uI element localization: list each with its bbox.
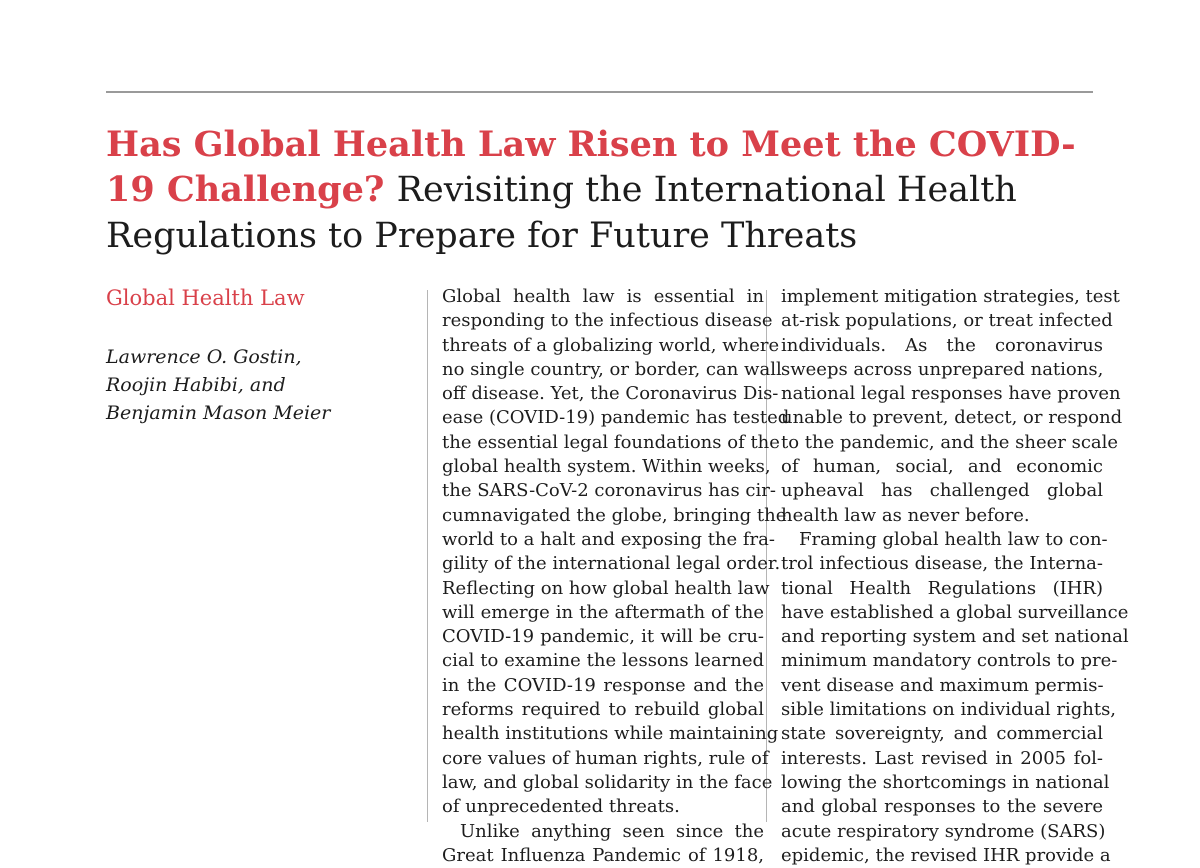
text-line: health law as never before. — [781, 504, 1030, 526]
text-line: law, and global solidarity in the face — [442, 771, 773, 793]
text-line: interests. Last revised in 2005 fol- — [781, 747, 1103, 769]
text-line: implement mitigation strategies, test — [781, 286, 1120, 307]
text-line: sweeps across unprepared nations, — [781, 358, 1104, 380]
text-line: state sovereignty, and commercial — [781, 723, 1103, 745]
text-line: no single country, or border, can wall — [442, 358, 782, 380]
text-line: national legal responses have proven — [781, 383, 1121, 405]
article-title — [106, 122, 1106, 259]
text-line: the essential legal foundations of the — [442, 431, 780, 453]
text-line: Framing global health law to con- — [799, 528, 1108, 550]
text-line: cumnavigated the globe, bringing the — [442, 504, 787, 526]
body-column-2 — [781, 285, 1129, 868]
text-line: tional Health Regulations (IHR) — [781, 577, 1103, 599]
text-line: epidemic, the revised IHR provide a — [781, 844, 1111, 866]
text-line: world to a halt and exposing the fra- — [442, 528, 775, 550]
text-line: COVID-19 pandemic, it will be cru- — [442, 626, 764, 648]
text-line: and global responses to the severe — [781, 796, 1103, 818]
title-subtitle: Revisiting the International Health Regulations to Prepare for Future Threats — [106, 170, 1017, 256]
text-line: Unlike anything seen since the — [460, 820, 764, 842]
authors — [106, 343, 416, 427]
text-line: of human, social, and economic — [781, 456, 1103, 478]
text-line: sible limitations on individual rights, — [781, 699, 1117, 721]
text-line: of unprecedented threats. — [442, 796, 680, 818]
text-line: at-risk populations, or treat infected — [781, 310, 1113, 332]
text-line: upheaval has challenged global — [781, 480, 1103, 502]
text-line: core values of human rights, rule of — [442, 747, 769, 769]
text-line: individuals. As the coronavirus — [781, 334, 1103, 356]
section-label: Global Health Law — [106, 286, 305, 310]
text-line: gility of the international legal order. — [442, 553, 781, 575]
text-line: vent disease and maximum permis- — [781, 674, 1104, 696]
text-line: Great Influenza Pandemic of 1918, — [442, 844, 764, 866]
text-line: unable to prevent, detect, or respond — [781, 407, 1123, 429]
text-line: trol infectious disease, the Interna- — [781, 553, 1103, 575]
text-line: off disease. Yet, the Coronavirus Dis- — [442, 383, 779, 405]
text-line: reforms required to rebuild global — [442, 699, 764, 721]
text-line: in the COVID-19 response and the — [442, 674, 764, 696]
text-line: acute respiratory syndrome (SARS) — [781, 820, 1106, 842]
body-column-1 — [442, 285, 790, 868]
text-line: Reflecting on how global health law — [442, 577, 770, 599]
author-line: Lawrence O. Gostin, — [106, 346, 302, 368]
text-line: and reporting system and set national — [781, 626, 1129, 648]
text-line: the SARS-CoV-2 coronavirus has cir- — [442, 480, 776, 502]
title-red-part: Has Global Health Law Risen to Meet the COVID-19 Challenge? — [106, 124, 1076, 210]
author-line: Benjamin Mason Meier — [106, 402, 331, 424]
text-line: cial to examine the lessons learned — [442, 650, 764, 672]
text-line: responding to the infectious disease — [442, 310, 773, 332]
text-line: lowing the shortcomings in national — [781, 771, 1110, 793]
text-line: threats of a globalizing world, where — [442, 334, 780, 356]
text-line: health institutions while maintaining — [442, 723, 779, 745]
text-line: to the pandemic, and the sheer scale — [781, 431, 1119, 453]
text-line: ease (COVID-19) pandemic has tested — [442, 407, 790, 429]
text-line: have established a global surveillance — [781, 601, 1129, 623]
author-line: Roojin Habibi, and — [106, 374, 286, 396]
text-line: will emerge in the aftermath of the — [442, 601, 764, 623]
text-line: global health system. Within weeks, — [442, 456, 771, 478]
text-line: minimum mandatory controls to pre- — [781, 650, 1118, 672]
column-divider-left — [427, 290, 428, 822]
header-rule — [106, 91, 1093, 93]
text-line: Global health law is essential in — [442, 286, 764, 307]
